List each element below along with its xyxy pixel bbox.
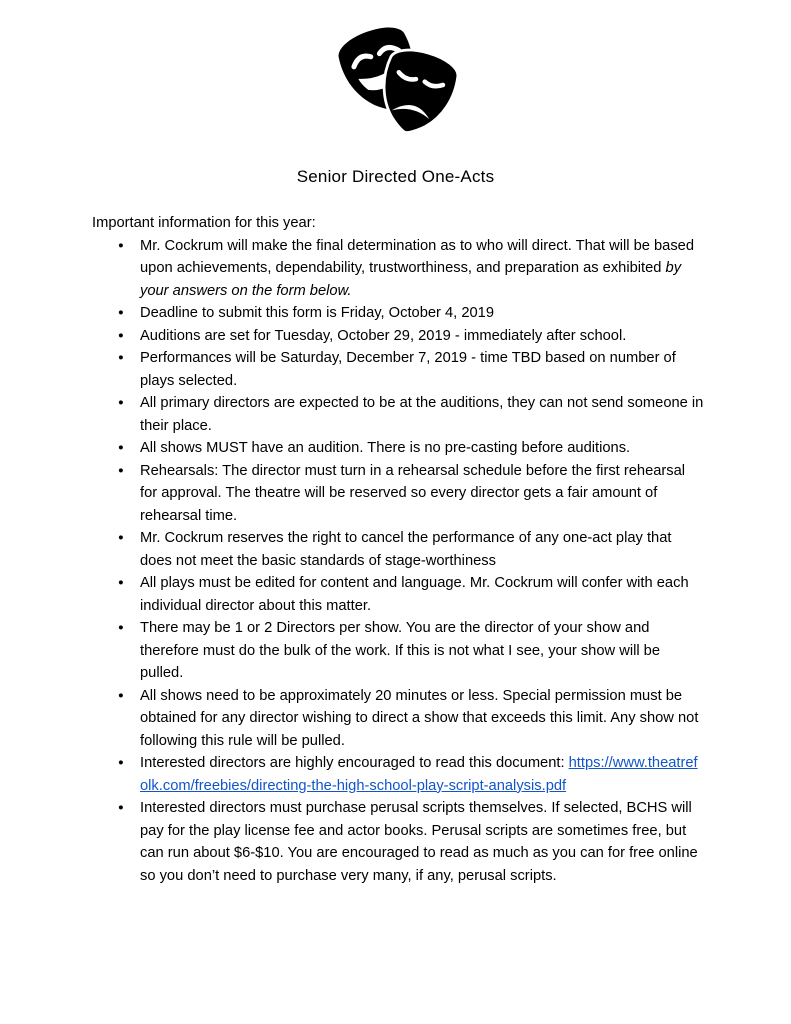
- intro-text: Important information for this year:: [92, 215, 316, 231]
- list-item: [92, 617, 704, 685]
- bullet-text: All shows need to be approximately 20 minutes or less. Special permission must be obtained for any director wishing to direct a show that exceeds this limit. Any show not following this rule will be pulled.: [140, 687, 699, 749]
- document-page: [0, 24, 791, 1024]
- list-item: [92, 392, 704, 437]
- list-item: [92, 527, 704, 572]
- list-item: [92, 325, 704, 348]
- bullet-text: Mr. Cockrum reserves the right to cancel the performance of any one-act play that does not meet the basic standards of stage-worthiness: [140, 530, 672, 569]
- document-body: [92, 212, 704, 887]
- bullet-text: Mr. Cockrum will make the final determination as to who will direct. That will be based upon achievements, dependability, trustworthiness, and preparation as exhibited: [140, 237, 695, 276]
- bullet-text: All shows MUST have an audition. There is no pre-casting before auditions.: [140, 440, 631, 456]
- list-item: [92, 235, 704, 303]
- theatrefolk-link[interactable]: https://www.theatrefolk.com/freebies/directing-the-high-school-play-script-analysis.pdf: [140, 755, 698, 794]
- list-item: [92, 572, 704, 617]
- list-item: [92, 347, 704, 392]
- bullet-text: Deadline to submit this form is Friday, October 4, 2019: [140, 305, 495, 321]
- bullet-text: Performances will be Saturday, December 7, 2019 - time TBD based on number of plays selected.: [140, 350, 676, 389]
- bullet-text: All plays must be edited for content and language. Mr. Cockrum will confer with each individual director about this matter.: [140, 575, 689, 614]
- list-item: [92, 797, 704, 887]
- document-title: Senior Directed One-Acts: [296, 167, 495, 186]
- list-item: [92, 437, 704, 460]
- bullet-text: Rehearsals: The director must turn in a rehearsal schedule before the first rehearsal for approval. The theatre will be reserved so every director gets a fair amount of rehearsal time.: [140, 462, 686, 524]
- theater-masks-icon: [326, 24, 466, 134]
- bullet-text: Interested directors are highly encouraged to read this document:: [140, 755, 569, 771]
- list-item: [92, 302, 704, 325]
- bullet-text: There may be 1 or 2 Directors per show. You are the director of your show and therefore must do the bulk of the work. If this is not what I see, your show will be pulled.: [140, 620, 661, 681]
- bullet-text: All primary directors are expected to be at the auditions, they can not send someone in their place.: [140, 395, 704, 434]
- list-item: [92, 685, 704, 753]
- list-item: [92, 460, 704, 528]
- bullet-text: Auditions are set for Tuesday, October 29, 2019 - immediately after school.: [140, 327, 627, 344]
- bullet-italic-text: by your answers on the form below.: [140, 260, 682, 299]
- list-item: [92, 752, 704, 797]
- bullet-text: Interested directors must purchase perusal scripts themselves. If selected, BCHS will pay for the play license fee and actor books. Perusal scripts are sometimes free, but can run about $6-$10. You are encouraged to read as much as you can for free online so you don’t need to purchase very many, if any, perusal scripts.: [140, 800, 698, 884]
- info-list: [92, 235, 704, 888]
